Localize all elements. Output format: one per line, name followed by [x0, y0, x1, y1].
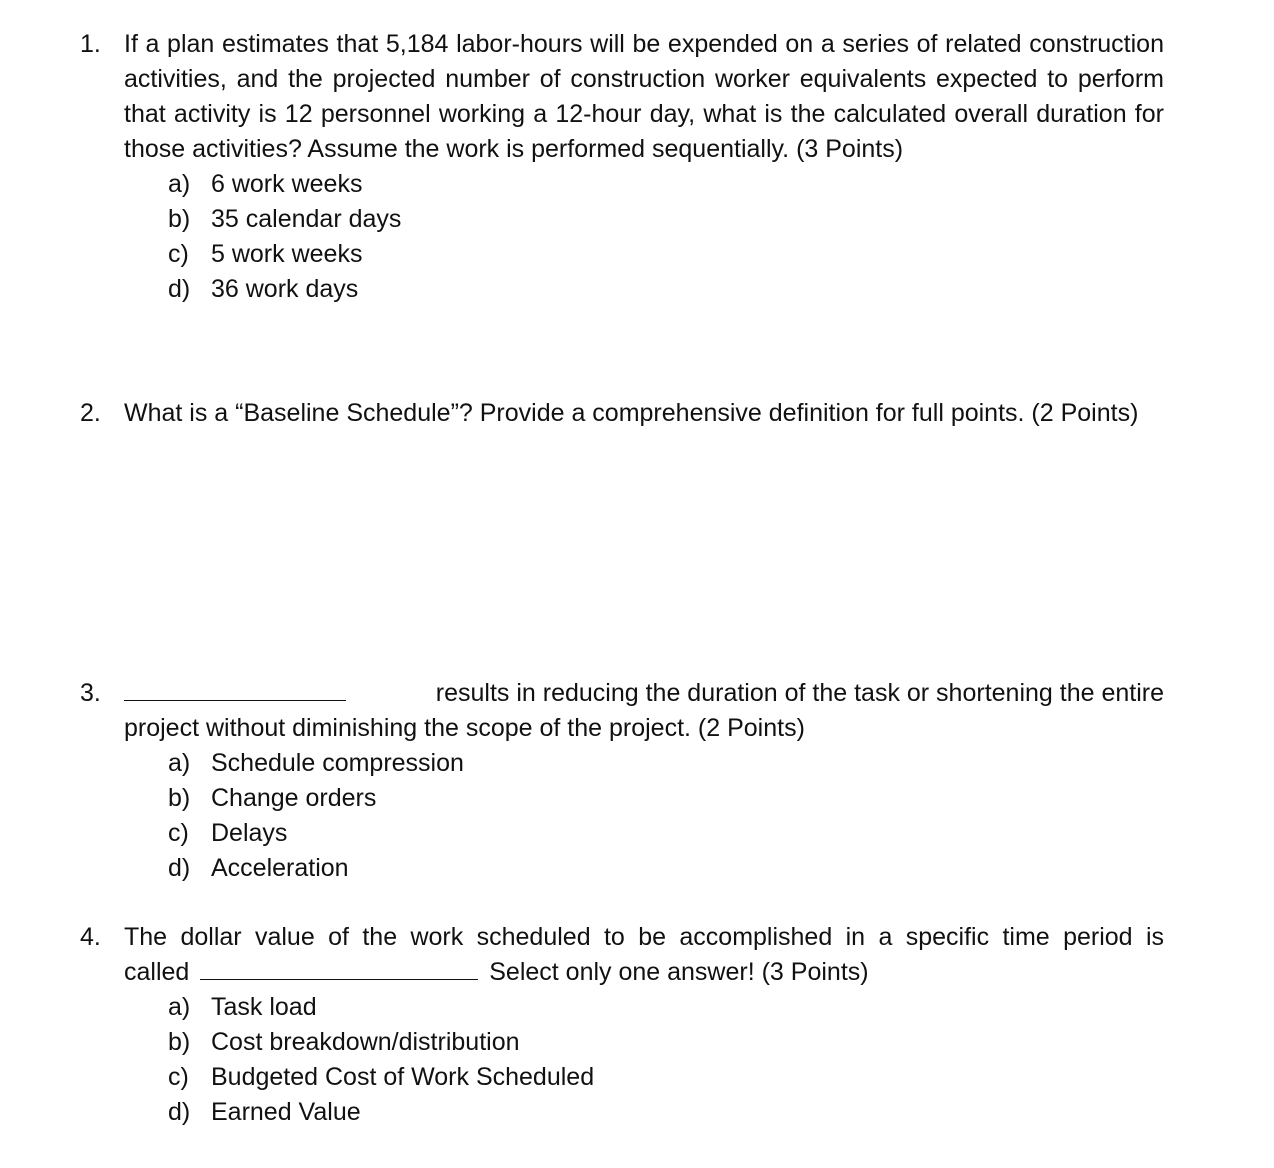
- question-number: 4.: [80, 923, 101, 951]
- question-3: [80, 676, 1164, 886]
- option-text: Task load: [211, 993, 317, 1021]
- question-4: [80, 920, 1164, 1130]
- option-letter: d): [168, 1098, 191, 1126]
- question-text-after-blank: Select only one answer! (3 Points): [489, 958, 869, 986]
- question-number: 2.: [80, 399, 101, 427]
- option-d[interactable]: [168, 851, 1164, 886]
- option-b[interactable]: [168, 1025, 1164, 1060]
- question-text-line: [124, 955, 1164, 990]
- option-a[interactable]: [168, 167, 1164, 202]
- option-a[interactable]: [168, 746, 1164, 781]
- option-list: [168, 746, 1164, 886]
- option-letter: c): [168, 819, 189, 847]
- option-list: [168, 167, 1164, 307]
- question-text: [124, 676, 1164, 746]
- option-text: Acceleration: [211, 854, 349, 882]
- answer-blank[interactable]: [124, 676, 346, 701]
- option-letter: b): [168, 784, 191, 812]
- question-1: [80, 27, 1164, 307]
- option-letter: b): [168, 205, 191, 233]
- question-text-line: [124, 676, 1164, 711]
- option-b[interactable]: [168, 781, 1164, 816]
- answer-blank[interactable]: [200, 955, 478, 980]
- option-letter: d): [168, 854, 191, 882]
- option-text: Change orders: [211, 784, 377, 812]
- option-letter: a): [168, 993, 191, 1021]
- question-number: 3.: [80, 679, 101, 707]
- option-letter: c): [168, 1063, 189, 1091]
- option-text: Budgeted Cost of Work Scheduled: [211, 1063, 595, 1091]
- option-letter: c): [168, 240, 189, 268]
- question-number: 1.: [80, 30, 101, 58]
- option-text: Earned Value: [211, 1098, 361, 1126]
- option-d[interactable]: [168, 272, 1164, 307]
- option-letter: b): [168, 1028, 191, 1056]
- question-text: What is a “Baseline Schedule”? Provide a comprehensive definition for full points. (2 Points): [124, 399, 1139, 427]
- option-text: 35 calendar days: [211, 205, 402, 233]
- option-list: [168, 990, 1164, 1130]
- option-text: 36 work days: [211, 275, 359, 303]
- question-text-after-blank: results in reducing the duration of the task or shortening the entire: [435, 679, 1164, 707]
- option-text: Cost breakdown/distribution: [211, 1028, 520, 1056]
- option-c[interactable]: [168, 816, 1164, 851]
- option-letter: d): [168, 275, 191, 303]
- option-text: 6 work weeks: [211, 170, 363, 198]
- option-b[interactable]: [168, 202, 1164, 237]
- option-letter: a): [168, 170, 191, 198]
- question-text-before-blank: called: [124, 958, 190, 986]
- option-d[interactable]: [168, 1095, 1164, 1130]
- question-text: If a plan estimates that 5,184 labor-hours will be expended on a series of related construction activities, and the projected number of construction worker equivalents expected to perform that activity is 12 personnel working a 12-hour day, what is the calculated overall duration for those activities? Assume the work is performed sequentially. (3 Points): [124, 30, 1164, 163]
- question-text-line: project without diminishing the scope of the project. (2 Points): [124, 714, 805, 742]
- question-2: [80, 396, 1164, 431]
- option-a[interactable]: [168, 990, 1164, 1025]
- question-text-line: The dollar value of the work scheduled to be accomplished in a specific time period is: [124, 923, 1164, 951]
- option-text: 5 work weeks: [211, 240, 363, 268]
- option-text: Schedule compression: [211, 749, 464, 777]
- question-text: [124, 920, 1164, 990]
- option-text: Delays: [211, 819, 288, 847]
- option-c[interactable]: [168, 1060, 1164, 1095]
- option-letter: a): [168, 749, 191, 777]
- option-c[interactable]: [168, 237, 1164, 272]
